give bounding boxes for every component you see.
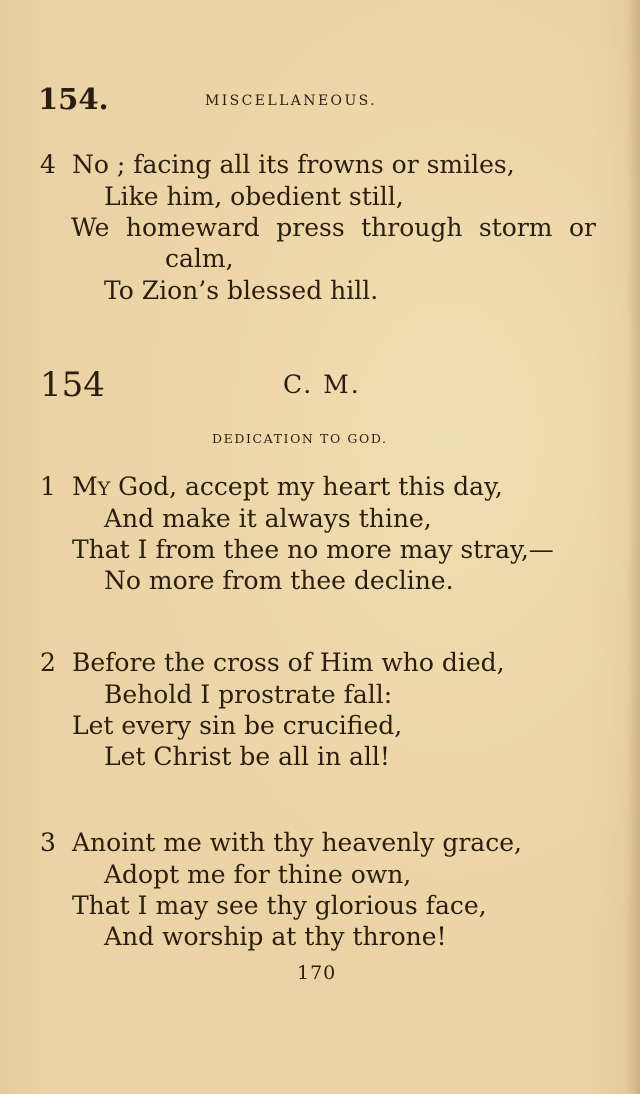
verse-line: Anoint me with thy heavenly grace, (72, 828, 522, 857)
verse-line: And worship at thy throne! (104, 922, 447, 951)
verse-line: Before the cross of Him who died, (72, 648, 505, 677)
word: storm (478, 213, 553, 242)
verse-line: Behold I prostrate fall: (104, 680, 393, 709)
verse-number: 2 (40, 648, 56, 677)
verse-line: No more from thee decline. (104, 566, 454, 595)
word: through (361, 213, 463, 242)
verse-line: Let Christ be all in all! (104, 742, 390, 771)
word: or (568, 213, 596, 242)
verse-number: 3 (40, 828, 56, 857)
verse-line: And make it always thine, (104, 504, 432, 533)
hymn-number: 154 (40, 365, 105, 405)
verse-line-rest: God, accept my heart this day, (110, 472, 503, 501)
verse-line: That I may see thy glorious face, (72, 891, 487, 920)
running-title: MISCELLANEOUS. (205, 93, 377, 109)
verse-line: Adopt me for thine own, (104, 860, 412, 889)
word: We (71, 213, 110, 242)
page-number-header: 154. (38, 82, 109, 116)
word: homeward (125, 213, 260, 242)
verse-line (72, 472, 503, 504)
verse-line: calm, (165, 244, 234, 273)
page-edge-shadow (626, 0, 640, 1094)
verse-number: 1 (40, 472, 56, 501)
word: press (276, 213, 345, 242)
verse-line: Let every sin be crucified, (72, 711, 403, 740)
verse-line: Like him, obedient still, (104, 182, 404, 211)
verse-number: 4 (40, 150, 56, 179)
hymn-meter: C. M. (283, 370, 361, 399)
verse-line: No ; facing all its frowns or smiles, (72, 150, 515, 179)
folio-number: 170 (297, 962, 337, 984)
verse-line-justified (71, 213, 596, 243)
verse-line: That I from thee no more may stray,— (72, 535, 554, 564)
verse-line: To Zion’s blessed hill. (104, 276, 379, 305)
small-caps-word: MY (72, 472, 111, 501)
hymn-title: DEDICATION TO GOD. (212, 431, 388, 446)
